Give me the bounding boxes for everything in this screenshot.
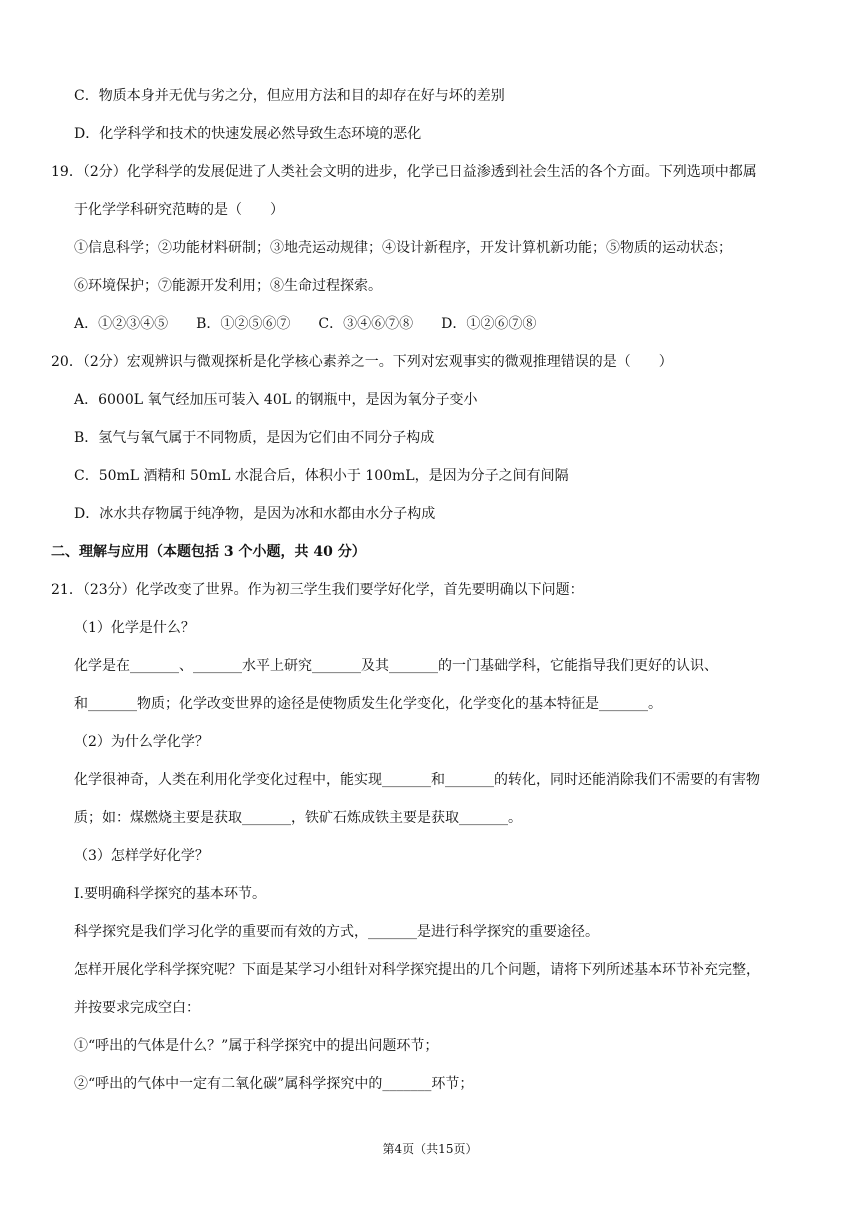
question-20-stem: 20．（2分）宏观辨识与微观探析是化学核心素养之一。下列对宏观事实的微观推理错误的是（ ） bbox=[51, 354, 673, 370]
question-19-stem: 19．（2分）化学科学的发展促进了人类社会文明的进步，化学已日益渗透到社会生活的各个方面。下列选项中都属 bbox=[51, 164, 757, 180]
option-20c: C．50mL 酒精和 50mL 水混合后，体积小于 100mL，是因为分子之间有间隔 bbox=[74, 468, 569, 484]
question-19-options: A．①②③④⑤ B．①②⑤⑥⑦ C．③④⑥⑦⑧ D．①②⑥⑦⑧ bbox=[74, 316, 537, 332]
question-21-part2: （2）为什么学化学？ bbox=[74, 734, 209, 750]
question-19-items: ①信息科学；②功能材料研制；③地壳运动规律；④设计新程序，开发计算机新功能；⑤物质的运动状态； bbox=[74, 240, 732, 256]
option-20a: A．6000L 氧气经加压可装入 40L 的钢瓶中，是因为氧分子变小 bbox=[74, 392, 478, 408]
question-21-stem: 21．（23分）化学改变了世界。作为初三学生我们要学好化学，首先要明确以下问题： bbox=[51, 582, 584, 598]
option-18c: C．物质本身并无优与劣之分，但应用方法和目的却存在好与坏的差别 bbox=[74, 88, 505, 104]
question-21-part3-text: 科学探究是我们学习化学的重要而有效的方式，_______是进行科学探究的重要途径。 bbox=[74, 924, 599, 940]
option-20b: B．氢气与氧气属于不同物质，是因为它们由不同分子构成 bbox=[74, 430, 435, 446]
page-footer: 第4页（共15页） bbox=[382, 1142, 478, 1156]
option-20d: D．冰水共存物属于纯净物，是因为冰和水都由水分子构成 bbox=[74, 506, 436, 522]
question-21-part3-text2-cont: 并按要求完成空白： bbox=[74, 1000, 200, 1016]
question-21-part2-text: 化学很神奇，人类在利用化学变化过程中，能实现_______和_______的转化，同时还能消除我们不需要的有害物 bbox=[74, 772, 760, 788]
section-heading: 二、理解与应用（本题包括 3 个小题，共 40 分） bbox=[51, 544, 366, 560]
option-18d: D．化学科学和技术的快速发展必然导致生态环境的恶化 bbox=[74, 126, 422, 142]
question-21-part1-text-cont: 和_______物质；化学改变世界的途径是使物质发生化学变化，化学变化的基本特征是_______。 bbox=[74, 696, 662, 712]
question-21-part1: （1）化学是什么？ bbox=[74, 620, 195, 636]
question-19-stem-cont: 于化学学科研究范畴的是（ ） bbox=[74, 202, 284, 218]
question-21-part2-text-cont: 质；如：煤燃烧主要是获取_______，铁矿石炼成铁主要是获取_______。 bbox=[74, 810, 522, 826]
question-21-item-1: ①“呼出的气体是什么？”属于科学探究中的提出问题环节； bbox=[74, 1038, 439, 1054]
question-21-part3: （3）怎样学好化学？ bbox=[74, 848, 209, 864]
question-21-item-2: ②“呼出的气体中一定有二氧化碳”属科学探究中的_______环节； bbox=[74, 1076, 474, 1092]
question-19-items-cont: ⑥环境保护；⑦能源开发利用；⑧生命过程探索。 bbox=[74, 278, 382, 294]
question-21-part1-text: 化学是在_______、_______水平上研究_______及其_______的一门基础学科，它能指导我们更好的认识、 bbox=[74, 658, 718, 674]
question-21-part3-text2: 怎样开展化学科学探究呢？下面是某学习小组针对科学探究提出的几个问题，请将下列所述基本环节补充完整， bbox=[74, 962, 760, 978]
question-21-part3-i: Ⅰ.要明确科学探究的基本环节。 bbox=[74, 886, 266, 902]
